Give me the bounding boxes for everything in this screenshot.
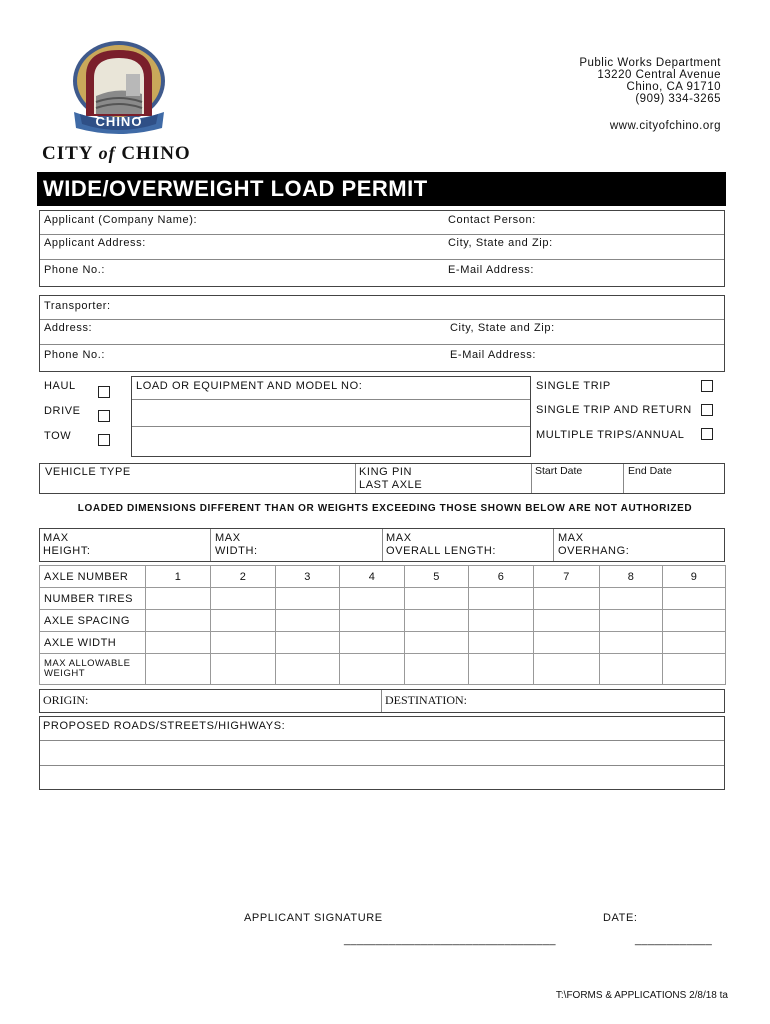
proposed-roads-field[interactable]: PROPOSED ROADS/STREETS/HIGHWAYS: [43,720,286,732]
city-wordmark [42,143,191,165]
single-trip-label: SINGLE TRIP [536,380,611,392]
max-weight-label [40,654,146,685]
table-cell[interactable] [663,632,726,654]
table-cell[interactable] [405,588,469,610]
applicant-address-field[interactable]: Applicant Address: [44,237,146,249]
table-cell[interactable] [469,588,534,610]
department-city: Chino, CA 91710 [626,81,721,93]
table-cell[interactable] [405,654,469,685]
table-cell[interactable] [340,588,405,610]
max-height-max: MAX [43,532,69,544]
last-axle-label: LAST AXLE [359,479,423,491]
date-line[interactable]: ____________ [635,934,713,946]
max-width-max: MAX [215,532,241,544]
axle-number-4: 4 [340,566,405,588]
wordmark-chino: CHINO [121,143,191,164]
applicant-city-field[interactable]: City, State and Zip: [448,237,553,249]
footer-note: T:\FORMS & APPLICATIONS 2/8/18 ta [555,990,728,1001]
max-overhang-label: OVERHANG: [558,545,630,557]
tow-label: TOW [44,430,72,442]
transporter-field[interactable]: Transporter: [44,300,111,312]
haul-label: HAUL [44,380,76,392]
table-row [40,632,726,654]
table-cell[interactable] [405,610,469,632]
king-pin-label: KING PIN [359,466,413,478]
table-cell[interactable] [534,588,600,610]
drive-checkbox[interactable] [98,410,110,422]
axle-width-label: AXLE WIDTH [40,632,146,654]
transporter-city-field[interactable]: City, State and Zip: [450,322,555,334]
table-cell[interactable] [211,632,276,654]
website: www.cityofchino.org [609,120,721,132]
signature-label: APPLICANT SIGNATURE [244,912,383,924]
axle-number-3: 3 [276,566,340,588]
table-cell[interactable] [469,654,534,685]
table-row [40,654,726,685]
tow-checkbox[interactable] [98,434,110,446]
axle-number-1: 1 [146,566,211,588]
table-row [40,588,726,610]
axle-number-7: 7 [534,566,600,588]
axle-table [39,565,726,685]
single-trip-return-label: SINGLE TRIP AND RETURN [536,404,692,416]
king-pin-field[interactable] [359,466,422,492]
table-cell[interactable] [276,588,340,610]
table-cell[interactable] [146,610,211,632]
transporter-email-field[interactable]: E-Mail Address: [450,349,537,361]
date-label: DATE: [603,912,638,924]
axle-number-5: 5 [405,566,469,588]
single-trip-checkbox[interactable] [701,380,713,392]
haul-checkbox[interactable] [98,386,110,398]
max-length-label: OVERALL LENGTH: [386,545,497,557]
start-date-field[interactable]: Start Date [535,465,583,477]
form-title-bar [37,172,726,206]
origin-destination-row [39,689,725,713]
table-cell[interactable] [340,654,405,685]
axle-number-2: 2 [211,566,276,588]
axle-spacing-label: AXLE SPACING [40,610,146,632]
table-row [40,610,726,632]
origin-field[interactable]: ORIGIN: [43,693,89,707]
table-cell[interactable] [600,610,663,632]
max-overhang-field[interactable] [558,532,629,558]
table-cell[interactable] [663,654,726,685]
table-cell[interactable] [600,654,663,685]
table-cell[interactable] [405,632,469,654]
table-cell[interactable] [276,632,340,654]
max-width-label: WIDTH: [215,545,258,557]
table-cell[interactable] [600,588,663,610]
signature-line[interactable]: _________________________________ [344,934,556,946]
table-cell[interactable] [146,588,211,610]
table-row [40,566,726,588]
axle-number-6: 6 [469,566,534,588]
equipment-label: LOAD OR EQUIPMENT AND MODEL NO: [136,380,363,392]
transporter-phone-field[interactable]: Phone No.: [44,349,106,361]
end-date-field[interactable]: End Date [628,465,672,477]
table-cell[interactable] [340,632,405,654]
table-cell[interactable] [211,654,276,685]
table-cell[interactable] [534,610,600,632]
applicant-email-field[interactable]: E-Mail Address: [448,264,535,276]
department-name: Public Works Department [579,57,721,69]
max-overhang-max: MAX [558,532,584,544]
department-address [579,57,721,105]
axle-number-9: 9 [663,566,726,588]
multiple-trips-label: MULTIPLE TRIPS/ANNUAL [536,429,685,441]
wordmark-of: of [98,143,116,163]
table-cell[interactable] [211,610,276,632]
department-street: 13220 Central Avenue [597,69,721,81]
applicant-company-field[interactable]: Applicant (Company Name): [44,214,198,226]
applicant-phone-field[interactable]: Phone No.: [44,264,106,276]
transporter-section [39,295,725,372]
multiple-trips-checkbox[interactable] [701,428,713,440]
table-cell[interactable] [534,654,600,685]
city-seal-logo [66,36,172,142]
table-cell[interactable] [276,610,340,632]
table-cell[interactable] [276,654,340,685]
destination-field[interactable]: DESTINATION: [385,693,467,707]
max-weight-line-1: MAX ALLOWABLE [44,658,131,669]
max-length-field[interactable] [386,532,496,558]
table-cell[interactable] [146,632,211,654]
transporter-address-field[interactable]: Address: [44,322,93,334]
max-weight-line-2: WEIGHT [44,668,85,679]
table-cell[interactable] [663,588,726,610]
table-cell[interactable] [663,610,726,632]
max-height-field[interactable] [43,532,91,558]
table-cell[interactable] [469,632,534,654]
table-cell[interactable] [211,588,276,610]
max-length-max: MAX [386,532,412,544]
logo-text: CHINO [95,114,143,129]
single-trip-return-checkbox[interactable] [701,404,713,416]
table-cell[interactable] [146,654,211,685]
wordmark-city: CITY [42,143,93,164]
table-cell[interactable] [469,610,534,632]
contact-person-field[interactable]: Contact Person: [448,214,536,226]
form-title: WIDE/OVERWEIGHT LOAD PERMIT [43,176,428,201]
max-width-field[interactable] [215,532,258,558]
max-height-label: HEIGHT: [43,545,91,557]
axle-number-label: AXLE NUMBER [40,566,146,588]
number-tires-label: NUMBER TIRES [40,588,146,610]
table-cell[interactable] [340,610,405,632]
drive-label: DRIVE [44,405,81,417]
authorization-warning: LOADED DIMENSIONS DIFFERENT THAN OR WEIGHTS EXCEEDING THOSE SHOWN BELOW ARE NOT AUTHORIZED [77,503,693,514]
vehicle-type-field[interactable]: VEHICLE TYPE [45,466,131,478]
axle-number-8: 8 [600,566,663,588]
department-phone: (909) 334-3265 [635,93,721,105]
table-cell[interactable] [600,632,663,654]
table-cell[interactable] [534,632,600,654]
